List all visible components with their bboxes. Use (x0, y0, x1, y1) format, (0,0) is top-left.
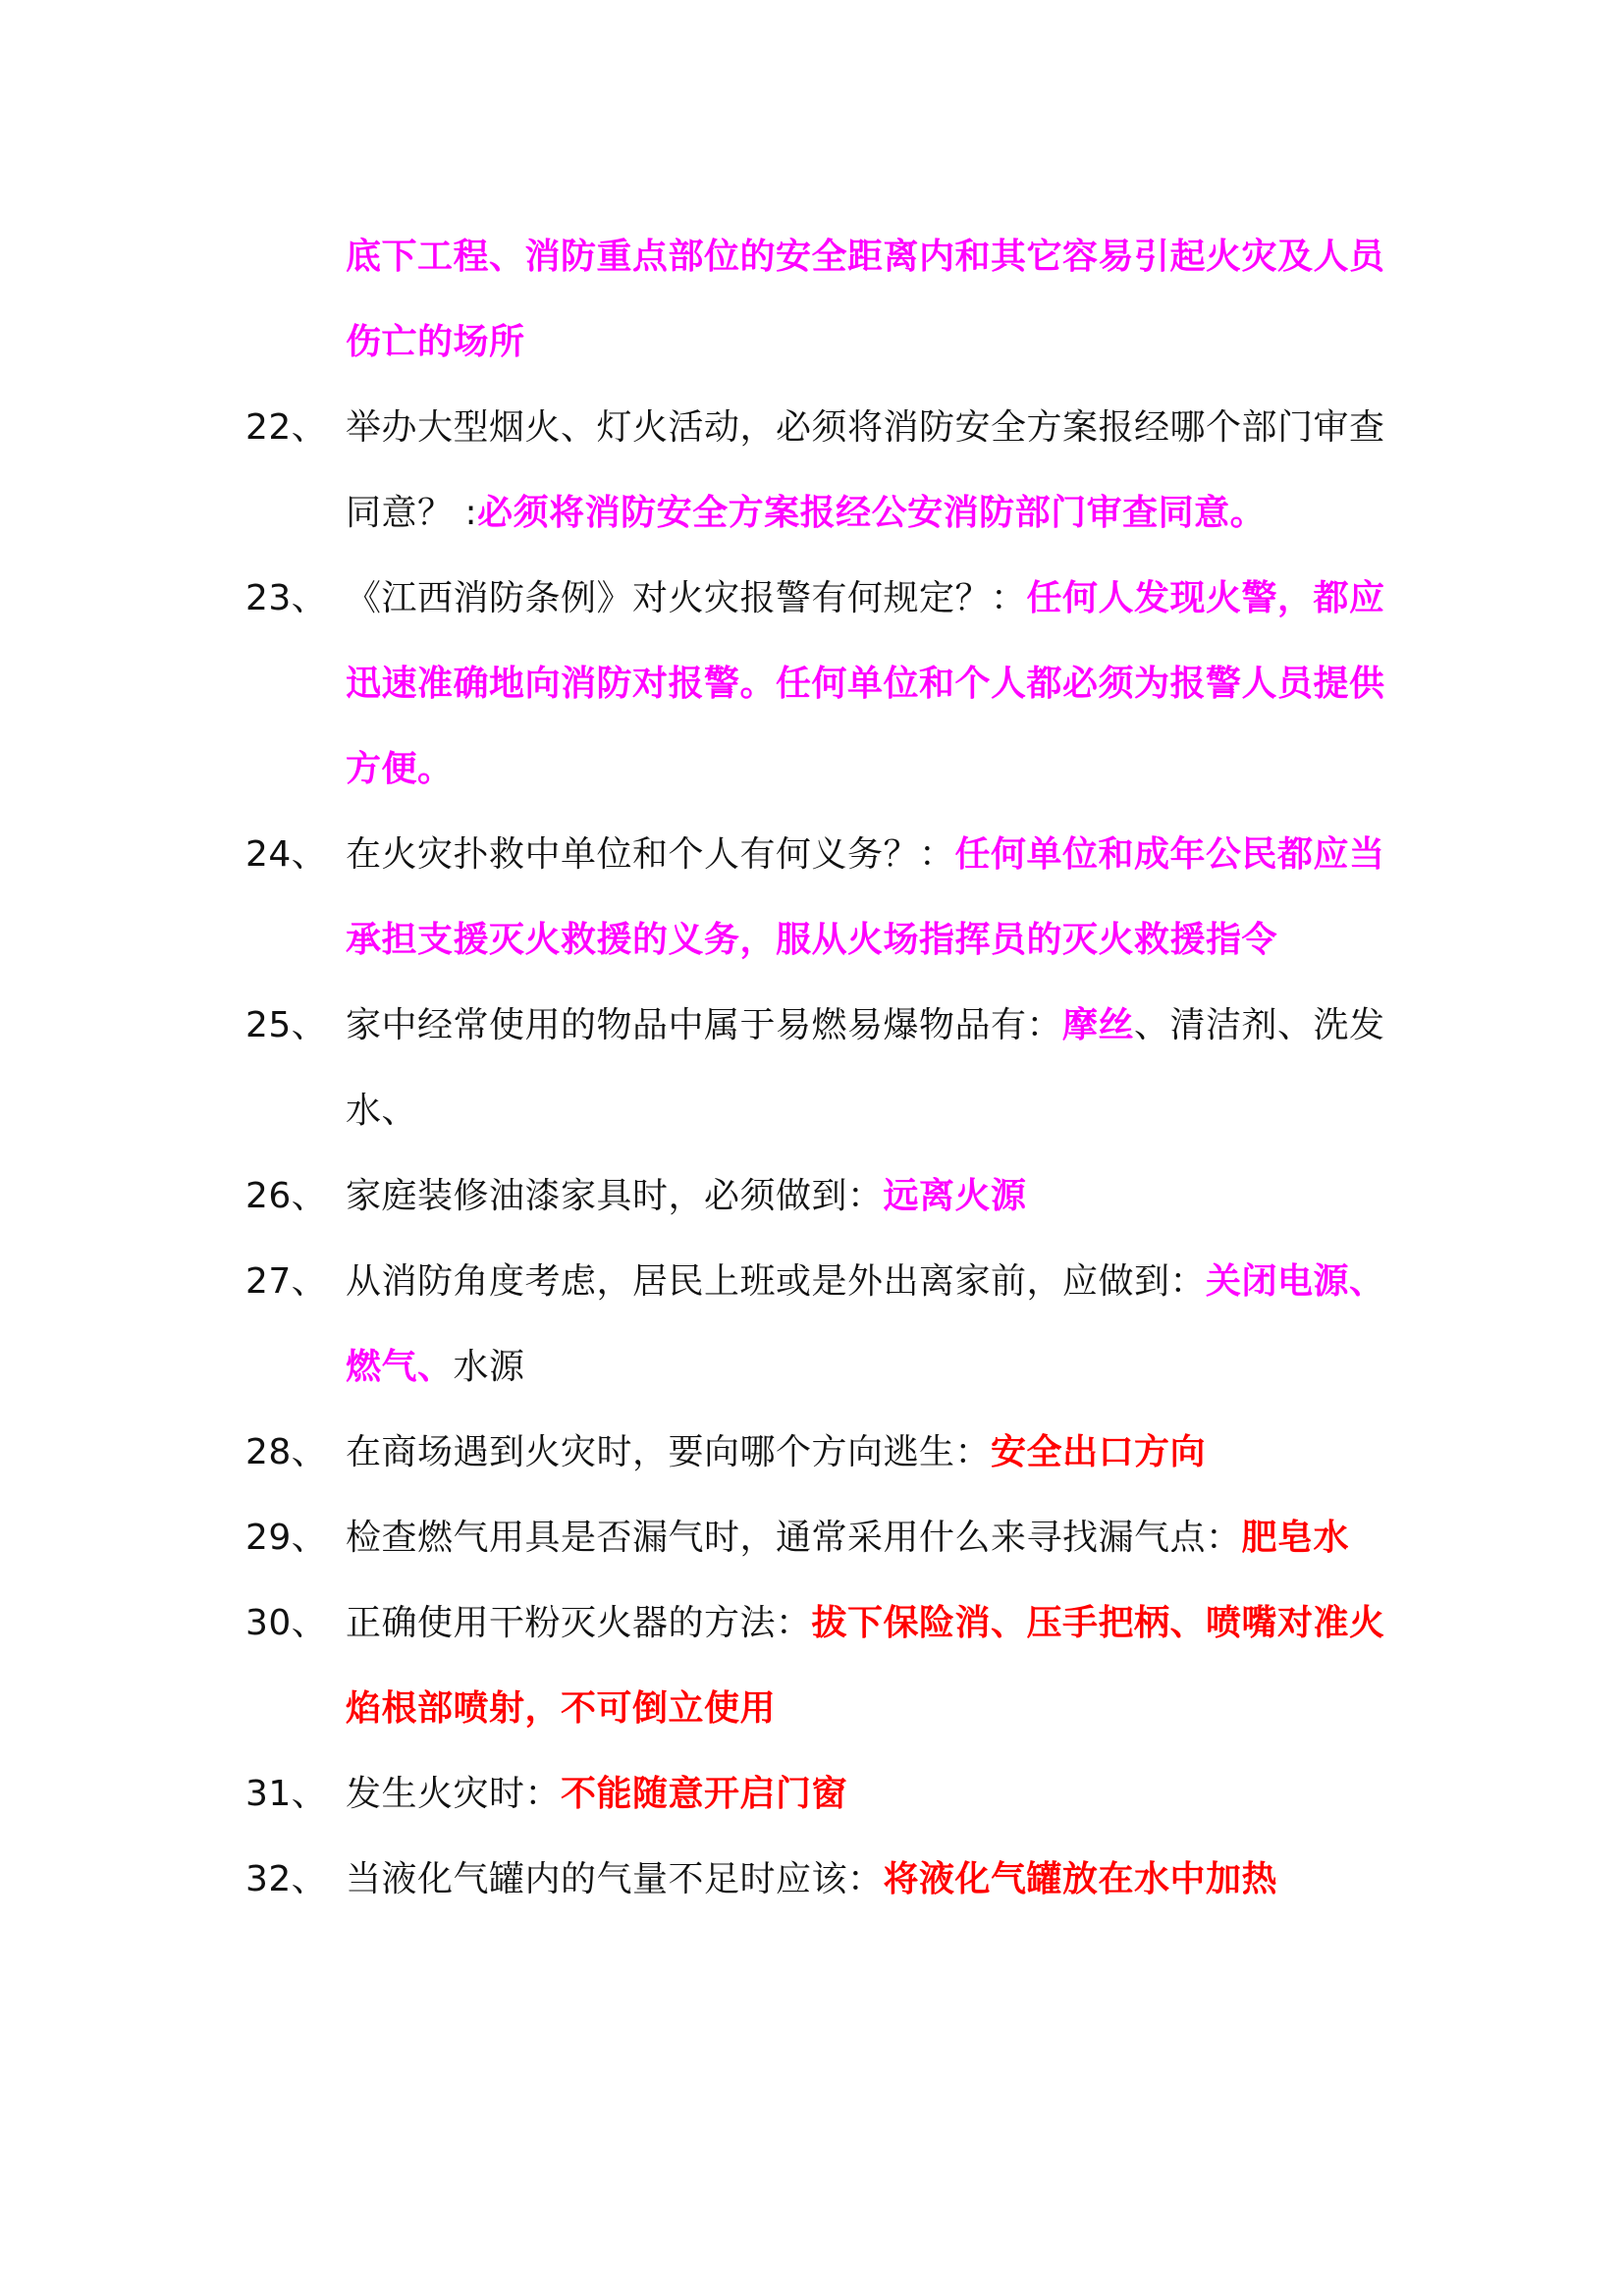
item-number: 23、 (245, 578, 328, 618)
qa-item-30 (245, 1580, 1394, 1751)
item-number: 28、 (245, 1432, 328, 1472)
item-number: 26、 (245, 1176, 328, 1216)
qa-item-25 (245, 983, 1394, 1153)
answer-text: 关闭电源、燃气、 (346, 1261, 1385, 1387)
item-number: 30、 (245, 1603, 328, 1643)
question-text: 当液化气罐内的气量不足时应该： (346, 1859, 884, 1899)
item-number: 25、 (245, 1005, 328, 1045)
answer-text: 肥皂水 (1241, 1518, 1350, 1558)
answer-text: 拔下保险消、压手把柄、喷嘴对准火焰根部喷射，不可倒立使用 (346, 1603, 1385, 1729)
item-number: 31、 (245, 1774, 328, 1814)
answer-text: 必须将消防安全方案报经公安消防部门审查同意。 (477, 493, 1267, 533)
qa-item-27 (245, 1239, 1394, 1410)
qa-item-23 (245, 556, 1394, 812)
answer-text: 任何单位和成年公民都应当承担支援灭火救援的义务，服从火场指挥员的灭火救援指令 (346, 834, 1385, 960)
qa-item-24 (245, 812, 1394, 983)
answer-text: 将液化气罐放在水中加热 (883, 1859, 1278, 1899)
question-text: 《江西消防条例》对火灾报警有何规定？： (346, 578, 1027, 618)
answer-text: 摩丝 (1062, 1005, 1135, 1045)
answer-tail-text: 水源 (453, 1347, 525, 1387)
question-text: 发生火灾时： (346, 1774, 562, 1814)
qa-item-29 (245, 1495, 1394, 1580)
item-number: 32、 (245, 1859, 328, 1899)
qa-item-31 (245, 1751, 1394, 1837)
qa-item-28 (245, 1410, 1394, 1495)
qa-item-32 (245, 1837, 1394, 1922)
question-text: 举办大型烟火、灯火活动，必须将消防安全方案报经哪个部门审查同意？ : (346, 407, 1385, 533)
item-number: 27、 (245, 1261, 328, 1302)
answer-text: 安全出口方向 (991, 1432, 1207, 1472)
question-text: 家中经常使用的物品中属于易燃易爆物品有： (346, 1005, 1063, 1045)
answer-tail-text: 、清洁剂、洗发水、 (346, 1005, 1385, 1131)
qa-item-22 (245, 385, 1394, 556)
answer-text: 底下工程、消防重点部位的安全距离内和其它容易引起火灾及人员伤亡的场所 (346, 237, 1385, 362)
item-number: 24、 (245, 834, 328, 875)
question-text: 检查燃气用具是否漏气时，通常采用什么来寻找漏气点： (346, 1518, 1242, 1558)
item-number: 29、 (245, 1518, 328, 1558)
question-text: 家庭装修油漆家具时，必须做到： (346, 1176, 884, 1216)
answer-text: 不能随意开启门窗 (561, 1774, 848, 1814)
qa-list (245, 214, 1394, 1922)
question-text: 在火灾扑救中单位和个人有何义务？： (346, 834, 955, 875)
question-text: 正确使用干粉灭火器的方法： (346, 1603, 812, 1643)
item-number: 22、 (245, 407, 328, 448)
qa-item-21-continuation (245, 214, 1394, 385)
answer-text: 任何人发现火警，都应迅速准确地向消防对报警。任何单位和个人都必须为报警人员提供方便。 (346, 578, 1385, 789)
question-text: 在商场遇到火灾时，要向哪个方向逃生： (346, 1432, 992, 1472)
answer-text: 远离火源 (883, 1176, 1027, 1216)
question-text: 从消防角度考虑，居民上班或是外出离家前，应做到： (346, 1261, 1207, 1302)
qa-item-26 (245, 1153, 1394, 1239)
